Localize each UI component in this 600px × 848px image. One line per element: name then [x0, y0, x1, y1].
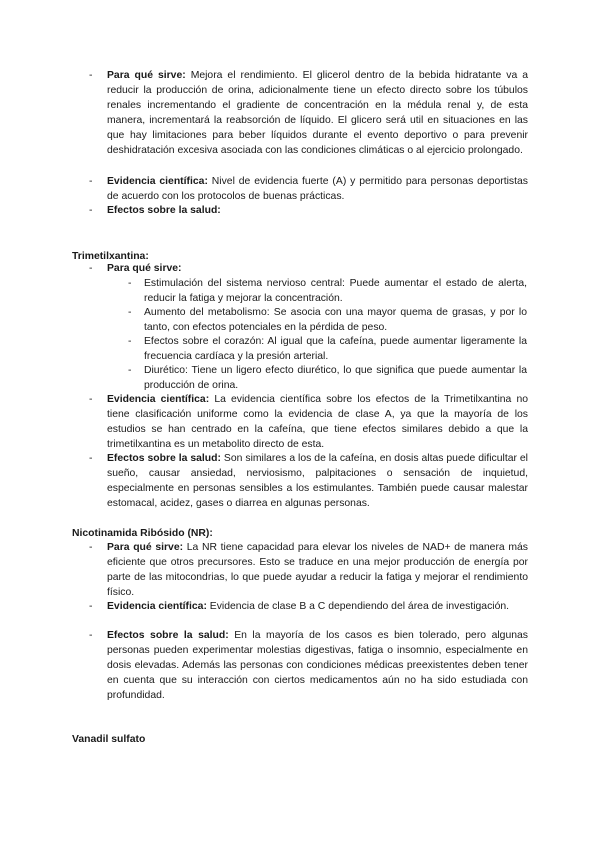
section-title: Nicotinamida Ribósido (NR):: [72, 528, 213, 539]
item-text: Son similares a los de la cafeína, en dosis altas puede dificultar el sueño, causar ansiedad, nerviosismo, palpitaciones o sensación de inquietud, especialmente en personas sensibles a los estimulantes. También puede causar malestar estomacal, acidez, gases o diarrea en algunas personas.: [107, 453, 528, 509]
section-title: Vanadil sulfato: [72, 734, 146, 745]
bullet-dash: -: [128, 307, 132, 318]
bullet-dash: -: [89, 205, 93, 216]
bullet-dash: -: [89, 453, 93, 464]
sub-list-item: [128, 364, 527, 394]
bullet-dash: -: [89, 263, 93, 274]
item-text: Efectos sobre el corazón: Al igual que la cafeína, puede aumentar ligeramente la frecuencia cardíaca y la presión arterial.: [144, 336, 527, 362]
list-item: [89, 175, 528, 205]
bullet-dash: -: [89, 542, 93, 553]
item-label: Para qué sirve:: [107, 263, 182, 274]
item-label: Para qué sirve:: [107, 70, 186, 81]
item-label: Efectos sobre la salud:: [107, 453, 221, 464]
item-text: Estimulación del sistema nervioso central: Puede aumentar el estado de alerta, reducir la fatiga y mejorar la concentración.: [144, 278, 527, 304]
item-label: Efectos sobre la salud:: [107, 630, 229, 641]
bullet-dash: -: [89, 70, 93, 81]
item-label: Evidencia científica:: [107, 176, 208, 187]
sub-list-item: [128, 277, 527, 307]
item-text: Diurético: Tiene un ligero efecto diurético, lo que significa que puede aumentar la producción de orina.: [144, 365, 527, 391]
item-text: En la mayoría de los casos es bien tolerado, pero algunas personas pueden experimentar molestias digestivas, fatiga o insomnio, especialmente en dosis elevadas. Además las personas con condiciones médicas preexistentes deben tener en cuenta que su interacción con ciertos medicamentos aún no ha sido estudiada con profundidad.: [107, 630, 528, 701]
item-label: Efectos sobre la salud:: [107, 205, 221, 216]
sub-list-item: [128, 306, 527, 336]
list-item: [89, 541, 528, 601]
item-text: Evidencia de clase B a C dependiendo del área de investigación.: [206, 601, 510, 612]
list-item: [89, 393, 529, 453]
item-text: Mejora el rendimiento. El glicerol dentro de la bebida hidratante va a reducir la producción de orina, adicionalmente tiene un efecto directo sobre los túbulos renales incrementando el gradiente de concentración en la médula renal y, de esta manera, incrementará la reabsorción de líquido. El glicero será util en situaciones en las que hay limitaciones para beber líquidos durante el evento deportivo o para prevenir deshidratación excesiva asociada con las condiciones climáticas o al ejercicio prolongado.: [107, 70, 528, 156]
bullet-dash: -: [128, 336, 132, 347]
list-item: [89, 69, 528, 158]
item-text: La evidencia científica sobre los efectos de la Trimetilxantina no tiene clasificación uniforme como la evidencia de clase A, ya que la mayoría de los estudios se han centrado en la cafeína, que tiene efectos similares debido a que la trimetilxantina es un metabolito directo de esta.: [107, 394, 529, 450]
list-item: [89, 600, 528, 615]
bullet-dash: -: [89, 630, 93, 641]
list-item: [89, 262, 528, 277]
item-text: Aumento del metabolismo: Se asocia con una mayor quema de grasas, y por lo tanto, con efectos potenciales en la pérdida de peso.: [144, 307, 527, 333]
item-label: Para qué sirve:: [107, 542, 184, 553]
item-text: La NR tiene capacidad para elevar los niveles de NAD+ de manera más eficiente que otros precursores. Esto se traduce en una mejor producción de energía por parte de las mitocondrias, lo que puede ayudar a reducir la fatiga y mejorar el rendimiento físico.: [107, 542, 528, 598]
bullet-dash: -: [128, 365, 132, 376]
section-title: Trimetilxantina:: [72, 251, 149, 262]
item-label: Evidencia científica:: [107, 394, 210, 405]
bullet-dash: -: [128, 278, 132, 289]
bullet-dash: -: [89, 176, 93, 187]
sub-list-item: [128, 335, 527, 365]
bullet-dash: -: [89, 394, 93, 405]
list-item: [89, 204, 528, 219]
bullet-dash: -: [89, 601, 93, 612]
item-label: Evidencia científica:: [107, 601, 207, 612]
list-item: [89, 452, 528, 512]
list-item: [89, 629, 528, 704]
item-text: Nivel de evidencia fuerte (A) y permitido para personas deportistas de acuerdo con los protocolos de buenas prácticas.: [107, 176, 528, 202]
